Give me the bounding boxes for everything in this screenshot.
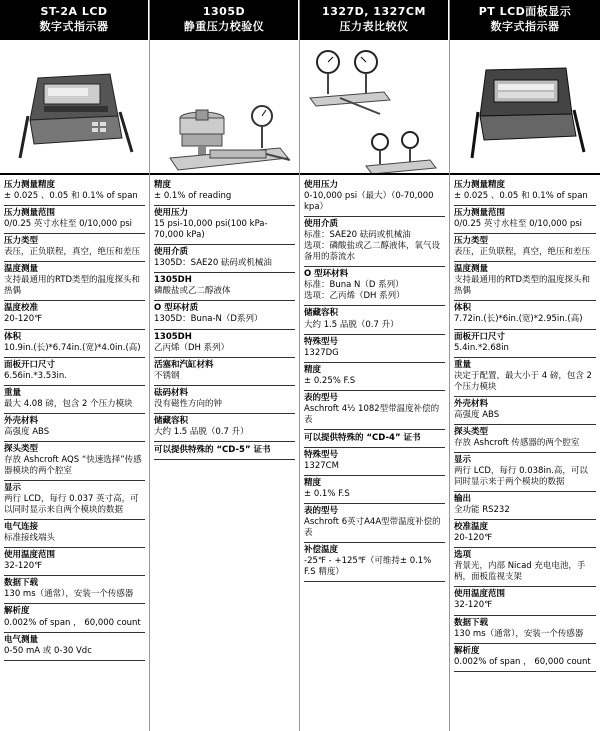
- panel-indicator-photo: [472, 68, 584, 158]
- spec-row: [4, 548, 145, 576]
- spec-value: ± 0.1% of reading: [154, 191, 232, 202]
- spec-label: 温度测量: [4, 264, 39, 275]
- spec-value: 7.72in.(长)*6in.(宽)*2.95in.(高): [454, 314, 583, 325]
- spec-value: 高强度 ABS: [454, 409, 500, 420]
- spec-list: [0, 175, 149, 661]
- spec-row: [4, 633, 145, 661]
- spec-value: 1305D：Buna-N（D系列）: [154, 314, 263, 325]
- spec-label: 解析度: [4, 606, 30, 617]
- product-model: 1327D, 1327CM: [322, 5, 426, 18]
- spec-label: 使用介质: [154, 247, 189, 258]
- product-header: [0, 0, 149, 40]
- spec-label: 输出: [454, 494, 472, 505]
- spec-label: 体积: [454, 303, 472, 314]
- product-header: [150, 0, 299, 40]
- spec-value: 20-120℉: [4, 314, 43, 325]
- spec-value: 0-50 mA 或 0-30 Vdc: [4, 645, 92, 656]
- spec-value: 可以提供特殊的 “CD-5” 证书: [154, 444, 271, 455]
- spec-row: [304, 363, 445, 391]
- spec-value: 标准：Buna N（D 系列） 选项：乙丙烯（DH 系列）: [304, 280, 405, 302]
- spec-label: 压力测量精度: [4, 180, 56, 190]
- product-model: ST-2A LCD: [40, 5, 108, 18]
- spec-label: 选项: [454, 550, 472, 561]
- spec-row: [454, 234, 596, 262]
- spec-label: 使用介质: [304, 219, 339, 230]
- spec-label: 使用压力: [154, 208, 189, 219]
- spec-label: 储藏容积: [154, 415, 189, 426]
- spec-label: 电气测量: [4, 634, 39, 645]
- spec-value: 存放 Ashcroft 传感器的两个腔室: [454, 437, 580, 448]
- spec-row: [454, 178, 596, 206]
- product-header: [300, 0, 449, 40]
- spec-label: 温度校准: [4, 303, 39, 314]
- spec-value: 大约 1.5 品脱（0.7 升）: [304, 319, 399, 330]
- spec-label: 重量: [4, 387, 22, 398]
- product-header: [450, 0, 600, 40]
- spec-label: 特殊型号: [304, 336, 339, 347]
- spec-row: [154, 245, 295, 273]
- spec-value: 标准接线端头: [4, 533, 56, 544]
- spec-row: [304, 217, 445, 267]
- spec-row: [304, 306, 445, 334]
- spec-label: 特殊型号: [304, 449, 339, 460]
- spec-row: [4, 576, 145, 604]
- spec-row: [454, 397, 596, 425]
- spec-label: 电气连接: [4, 522, 39, 533]
- spec-value: 130 ms（通常），安装一个传感器: [454, 628, 584, 639]
- spec-label: 表的型号: [304, 392, 339, 403]
- spec-value: 0/0.25 英寸水柱至 0/10,000 psi: [454, 219, 583, 230]
- spec-row: [154, 206, 295, 245]
- spec-value: ± 0.25% F.S: [304, 375, 356, 386]
- spec-value: 20-120℉: [454, 533, 493, 544]
- spec-row: [154, 330, 295, 358]
- spec-value: 5.4in.*2.68in: [454, 342, 509, 353]
- spec-value: -25℉ - +125℉（可维持± 0.1% F.S 精度）: [304, 556, 432, 578]
- spec-label: O 型环材料: [304, 269, 349, 280]
- spec-value: 大约 1.5 品脱（0.7 升）: [154, 426, 249, 437]
- spec-value: 1327DG: [304, 347, 339, 358]
- spec-label: 解析度: [454, 645, 480, 656]
- product-column: [450, 0, 600, 731]
- spec-value: 高强度 ABS: [4, 426, 50, 437]
- spec-row: [4, 604, 145, 632]
- spec-row: [454, 453, 596, 492]
- spec-row: [454, 425, 596, 453]
- spec-value: 最大 4.08 磅，包含 2 个压力模块: [4, 398, 133, 409]
- spec-label: 压力测量范围: [454, 208, 506, 219]
- spec-value: 没有磁性方向的钟: [154, 398, 223, 409]
- spec-value: 10.9in.(长)*6.74in.(宽)*4.0in.(高): [4, 342, 141, 353]
- spec-row: [304, 448, 445, 476]
- spec-row: [4, 520, 145, 548]
- spec-row: [304, 267, 445, 306]
- spec-label: 面板开口尺寸: [454, 331, 506, 342]
- spec-label: 探头类型: [4, 443, 39, 454]
- spec-label: 精度: [154, 180, 172, 190]
- spec-value: 1327CM: [304, 460, 339, 471]
- spec-row: [454, 644, 596, 672]
- spec-label: 砝码材料: [154, 387, 189, 398]
- spec-label: 使用压力: [304, 180, 339, 190]
- spec-row: [4, 442, 145, 481]
- spec-row: [4, 178, 145, 206]
- product-name: 数字式指示器: [39, 20, 109, 33]
- spec-label: 数据下载: [454, 617, 489, 628]
- spec-value: 0.002% of span ， 60,000 count: [4, 617, 141, 628]
- spec-label: 显示: [454, 454, 472, 465]
- spec-row: [4, 234, 145, 262]
- spec-label: 外壳材料: [454, 398, 489, 409]
- spec-value: ± 0.025 、0.05 和 0.1% of span: [454, 191, 588, 202]
- spec-row: [4, 414, 145, 442]
- spec-value: 磷酸盐或乙二醇液体: [154, 286, 231, 297]
- spec-label: 压力类型: [454, 236, 489, 247]
- spec-value: 32-120℉: [454, 600, 493, 611]
- spec-list: [150, 175, 299, 460]
- spec-label: 精度: [304, 364, 322, 375]
- product-photo: [150, 40, 299, 175]
- spec-label: 重量: [454, 359, 472, 370]
- spec-value: 0.002% of span ， 60,000 count: [454, 656, 591, 667]
- spec-row: [454, 548, 596, 587]
- spec-row: [454, 616, 596, 644]
- spec-row: [304, 391, 445, 430]
- spec-row: [454, 358, 596, 397]
- spec-label: 数据下载: [4, 578, 39, 589]
- spec-value: 支持最通用的RTD类型的温度探头和热偶: [4, 275, 141, 297]
- product-column: [0, 0, 150, 731]
- spec-value: 表压，正负联程，真空，绝压和差压: [4, 247, 141, 258]
- spec-label: 外壳材料: [4, 415, 39, 426]
- spec-row: [454, 206, 596, 234]
- spec-label: 面板开口尺寸: [4, 359, 56, 370]
- spec-value: 支持最通用的RTD类型的温度探头和热偶: [454, 275, 591, 297]
- digital-indicator-photo: [20, 74, 132, 158]
- product-photo: [0, 40, 149, 175]
- spec-row: [154, 358, 295, 386]
- product-name: 静重压力校验仪: [183, 20, 265, 33]
- spec-value: 全功能 RS232: [454, 505, 510, 516]
- spec-value: ± 0.025 、0.05 和 0.1% of span: [4, 191, 138, 202]
- spec-row: [454, 520, 596, 548]
- spec-label: 表的型号: [304, 506, 339, 517]
- spec-label: 压力测量范围: [4, 208, 56, 219]
- spec-list: [300, 175, 449, 582]
- spec-label: 使用温度范围: [454, 589, 506, 600]
- spec-label: 压力测量精度: [454, 180, 506, 190]
- spec-value: 可以提供特殊的 “CD-4” 证书: [304, 432, 421, 443]
- spec-value: 0/0.25 英寸水柱至 0/10,000 psi: [4, 219, 133, 230]
- spec-label: 精度: [304, 478, 322, 489]
- spec-value: 决定于配置，最大小于 4 磅，包含 2 个压力模块: [454, 370, 592, 392]
- spec-value: 0-10,000 psi（最大）（0-70,000 kpa）: [304, 191, 434, 213]
- spec-row: [454, 492, 596, 520]
- spec-value: Aschroft 6英寸A4A型带温度补偿的表: [304, 517, 441, 539]
- product-model: 1305D: [202, 5, 246, 18]
- spec-value: 标准：SAE20 砝码或机械油 选项：磷酸盐或乙二醇液体，氧气设备用的萘流水: [304, 230, 441, 263]
- spec-row: [4, 206, 145, 234]
- deadweight-tester-photo: [170, 106, 290, 170]
- spec-row: [154, 273, 295, 301]
- spec-row: [154, 386, 295, 414]
- spec-value: 表压，正负联程，真空，绝压和差压: [454, 247, 591, 258]
- spec-label: 探头类型: [454, 426, 489, 437]
- spec-value: 15 psi-10,000 psi(100 kPa-70,000 kPa): [154, 219, 268, 241]
- spec-value: 6.56in.*3.53in.: [4, 370, 68, 381]
- spec-row: [304, 335, 445, 363]
- spec-value: ± 0.1% F.S: [304, 489, 350, 500]
- spec-row: [4, 262, 145, 301]
- product-photo: [300, 40, 449, 175]
- spec-row: [304, 543, 445, 582]
- spec-row: [304, 504, 445, 543]
- spec-value: 两行 LCD，每行 0.037 英寸高，可以同时显示来自两个模块的数据: [4, 494, 139, 516]
- spec-row: [154, 178, 295, 206]
- product-column: [150, 0, 300, 731]
- spec-value: 存放 Ashcroft AQS “快速选择”传感器模块的两个腔室: [4, 454, 142, 476]
- spec-value: 不锈钢: [154, 370, 180, 381]
- spec-label: O 型环材质: [154, 303, 199, 314]
- spec-row: [4, 481, 145, 520]
- spec-value: 130 ms（通常），安装一个传感器: [4, 589, 134, 600]
- spec-value: Aschroft 4½ 1082型带温度补偿的表: [304, 403, 440, 425]
- spec-value: 背景光，内部 Nicad 充电电池，手柄，面板监视支架: [454, 561, 586, 583]
- spec-row: [4, 358, 145, 386]
- spec-row: [4, 330, 145, 358]
- spec-row: [154, 414, 295, 442]
- product-model: PT LCD面板显示: [478, 5, 572, 18]
- product-photo: [450, 40, 600, 175]
- spec-row: [154, 442, 295, 460]
- spec-label: 体积: [4, 331, 22, 342]
- spec-row: [304, 430, 445, 448]
- spec-row: [454, 262, 596, 301]
- spec-label: 温度测量: [454, 264, 489, 275]
- product-column: [300, 0, 450, 731]
- spec-row: [304, 476, 445, 504]
- spec-label: 储藏容积: [304, 308, 339, 319]
- spec-list: [450, 175, 600, 672]
- spec-row: [154, 301, 295, 329]
- spec-row: [454, 330, 596, 358]
- spec-label: 活塞和汽缸材料: [154, 359, 214, 370]
- spec-label: 压力类型: [4, 236, 39, 247]
- spec-row: [304, 178, 445, 217]
- spec-value: 乙丙烯（DH 系列）: [154, 342, 230, 353]
- spec-value: 两行 LCD，每行 0.038in.高，可以同时显示来于两个模块的数据: [454, 465, 588, 488]
- spec-row: [4, 301, 145, 329]
- spec-label: 1305DH: [154, 275, 192, 286]
- spec-value: 1305D：SAE20 砝码或机械油: [154, 258, 272, 269]
- spec-label: 使用温度范围: [4, 550, 56, 561]
- product-name: 压力表比较仪: [339, 20, 409, 33]
- gauge-comparator-photo: [310, 51, 436, 174]
- product-name: 数字式指示器: [490, 20, 560, 33]
- spec-row: [454, 587, 596, 615]
- spec-row: [4, 386, 145, 414]
- spec-label: 校准温度: [454, 522, 489, 533]
- spec-label: 显示: [4, 483, 22, 494]
- spec-row: [454, 301, 596, 329]
- spec-label: 1305DH: [154, 331, 192, 342]
- spec-label: 补偿温度: [304, 545, 339, 556]
- spec-value: 32-120℉: [4, 561, 43, 572]
